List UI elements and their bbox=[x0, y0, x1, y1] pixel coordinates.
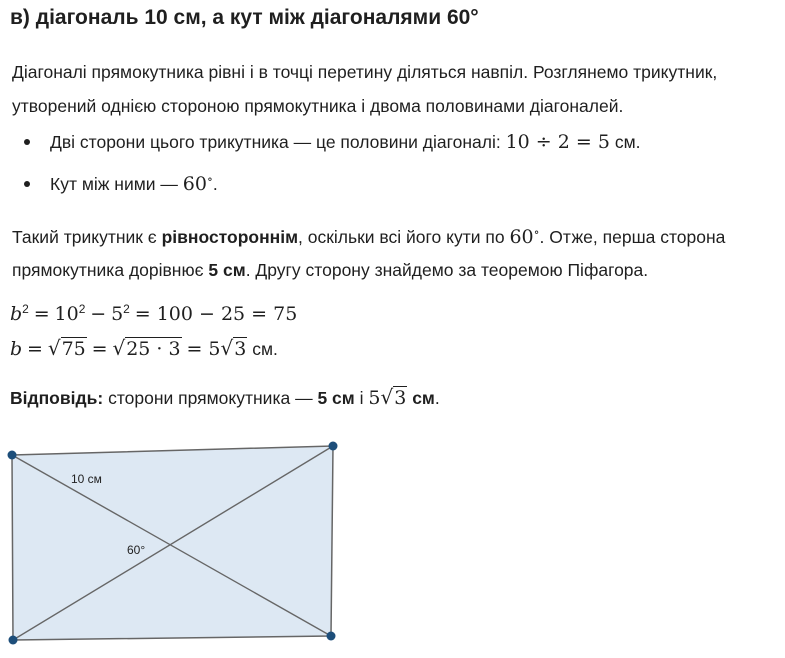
sqrt-3: √3 bbox=[220, 336, 247, 360]
answer-sqrt-3: √3 bbox=[380, 385, 407, 409]
rectangle-diagram bbox=[0, 430, 785, 658]
equation-2: b = √75 = √25 · 3 = 5√3 см. bbox=[10, 336, 278, 360]
vertex-top-left bbox=[8, 451, 17, 460]
first-side-value: 5 см bbox=[208, 260, 246, 280]
intro-line-2: утворений однією стороною прямокутника і двома половинами діагоналей. bbox=[12, 96, 624, 116]
diagonal-length-label: 10 см bbox=[71, 472, 102, 486]
answer-label: Відповідь: bbox=[10, 388, 104, 408]
answer-line: Відповідь: сторони прямокутника — 5 см і 5√3 см. bbox=[10, 385, 440, 409]
paragraph-2-line-1: Такий трикутник є рівностороннім, оскільки всі його кути по 60∘. Отже, перша сторона bbox=[12, 225, 726, 248]
sqrt-25x3: √25 · 3 bbox=[112, 336, 181, 360]
bullet-2-text: Кут між ними — bbox=[50, 174, 178, 194]
bullet-2-math: 60∘ bbox=[182, 172, 213, 195]
bullet-1-math: 10 ÷ 2 = 5 bbox=[505, 131, 610, 153]
equilateral-term: рівностороннім bbox=[161, 227, 299, 247]
vertex-top-right bbox=[329, 442, 338, 451]
bullet-1-unit: см. bbox=[614, 132, 641, 152]
angle-label: 60° bbox=[127, 543, 146, 557]
vertex-bottom-right bbox=[327, 632, 336, 641]
equation-1: $b^2 = 10^2 - 5^2 = 100 - 25 = 75$ bbox=[10, 302, 298, 325]
sqrt-75: √75 bbox=[47, 336, 86, 360]
bullet-2-end: . bbox=[212, 174, 218, 194]
bullet-dot bbox=[24, 139, 30, 145]
bullet-1-text: Дві сторони цього трикутника — це половини діагоналі: bbox=[50, 132, 501, 152]
vertex-bottom-left bbox=[9, 636, 18, 645]
bullet-item-1 bbox=[24, 127, 640, 157]
bullet-dot bbox=[24, 181, 30, 187]
section-heading: в) діагональ 10 см, а кут між діагоналями 60° bbox=[10, 6, 479, 29]
intro-line-1: Діагоналі прямокутника рівні і в точці перетину діляться навпіл. Розглянемо трикутник, bbox=[12, 62, 718, 82]
paragraph-2-line-2: прямокутника дорівнює 5 см. Другу сторону знайдемо за теоремою Піфагора. bbox=[12, 260, 649, 280]
bullet-item-2 bbox=[24, 169, 218, 199]
